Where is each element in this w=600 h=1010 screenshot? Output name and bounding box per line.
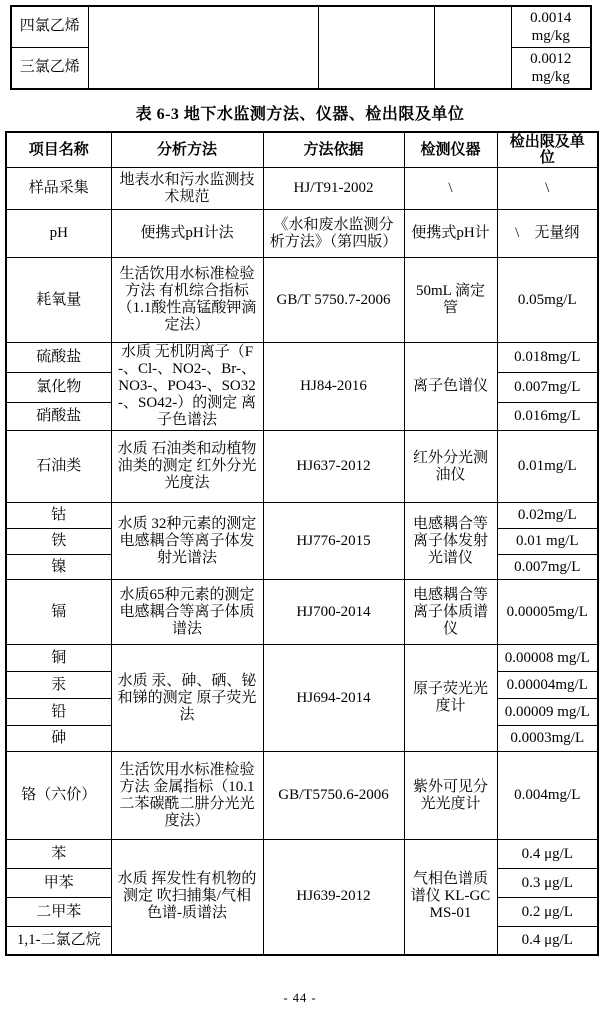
instrument-cell: 红外分光测油仪 [404,431,497,503]
item-cell: 甲苯 [6,869,111,898]
basis-cell: HJ700-2014 [263,580,404,645]
instrument-cell: 电感耦合等离子体质谱仪 [404,580,497,645]
prev-table [10,5,592,90]
basis-cell: GB/T 5750.7-2006 [263,258,404,343]
limit-cell: 0.007mg/L [497,372,598,403]
instrument-cell: \ [404,168,497,210]
instrument-cell [434,6,511,89]
method-cell: 水质65种元素的测定 电感耦合等离子体质谱法 [111,580,263,645]
limit-cell: 0.01 mg/L [497,529,598,555]
basis-cell: HJ84-2016 [263,343,404,431]
instrument-cell: 气相色谱质谱仪 KL-GCMS-01 [404,840,497,955]
limit-cell: 0.02mg/L [497,503,598,529]
table-row [6,503,598,529]
table-row [6,258,598,343]
table-row [6,752,598,840]
method-cell: 水质 汞、砷、硒、铋和锑的测定 原子荧光法 [111,645,263,752]
monitoring-table [5,131,599,956]
limit-cell: 0.018mg/L [497,343,598,373]
instrument-cell: 原子荧光光度计 [404,645,497,752]
instrument-cell: 50mL 滴定管 [404,258,497,343]
method-cell: 水质 32种元素的测定电感耦合等离子体发射光谱法 [111,503,263,580]
limit-cell: \ 无量纲 [497,210,598,258]
item-cell: 耗氧量 [6,258,111,343]
limit-cell: 0.007mg/L [497,555,598,580]
basis-cell: HJ639-2012 [263,840,404,955]
item-cell: 铜 [6,645,111,672]
column-header-method: 分析方法 [111,132,263,168]
table-title: 表 6-3 地下水监测方法、仪器、检出限及单位 [135,106,465,123]
instrument-cell: 便携式pH计 [404,210,497,258]
item-cell: 四氯乙烯 [11,6,88,47]
item-cell: 氯化物 [6,372,111,403]
basis-cell: GB/T5750.6-2006 [263,752,404,840]
item-cell: 砷 [6,726,111,752]
item-cell: 镍 [6,555,111,580]
limit-unit: mg/kg [531,68,570,85]
limit-cell: 0.3 μg/L [497,869,598,898]
table-row [6,840,598,869]
item-cell: 二甲苯 [6,898,111,927]
method-cell: 生活饮用水标准检验方法 金属指标（10.1 二苯碳酰二肼分光光度法） [111,752,263,840]
item-cell: 铅 [6,699,111,726]
basis-cell: HJ637-2012 [263,431,404,503]
item-cell: 石油类 [6,431,111,503]
basis-cell: HJ/T91-2002 [263,168,404,210]
item-cell: 钴 [6,503,111,529]
limit-cell [511,6,591,47]
limit-cell: 0.4 μg/L [497,927,598,955]
item-cell: 铁 [6,529,111,555]
basis-cell: HJ776-2015 [263,503,404,580]
instrument-cell: 紫外可见分光光度计 [404,752,497,840]
method-cell: 水质 无机阴离子（F-、Cl-、NO2-、Br-、NO3-、PO43-、SO32-、SO42-）的测定 离子色谱法 [111,343,263,431]
table-row [6,168,598,210]
item-cell: 样品采集 [6,168,111,210]
item-cell: 三氯乙烯 [11,47,88,89]
table-row [6,431,598,503]
method-cell: 水质 石油类和动植物油类的测定 红外分光光度法 [111,431,263,503]
table-row [6,580,598,645]
basis-cell: HJ694-2014 [263,645,404,752]
item-cell: 镉 [6,580,111,645]
item-cell: 1,1-二氯乙烷 [6,927,111,955]
column-header-basis: 方法依据 [263,132,404,168]
limit-unit: mg/kg [531,27,570,44]
item-cell: 硝酸盐 [6,403,111,431]
item-cell: pH [6,210,111,258]
limit-cell: 0.2 μg/L [497,898,598,927]
limit-cell: 0.4 μg/L [497,840,598,869]
limit-cell: 0.016mg/L [497,403,598,431]
method-cell: 便携式pH计法 [111,210,263,258]
limit-cell: \ [497,168,598,210]
limit-cell: 0.00009 mg/L [497,699,598,726]
column-header-item: 项目名称 [6,132,111,168]
item-cell: 硫酸盐 [6,343,111,373]
basis-cell: 《水和废水监测分析方法》（第四版） [263,210,404,258]
table-row [6,343,598,373]
limit-value: 0.0014 [530,9,572,26]
item-cell: 铬（六价） [6,752,111,840]
header-row [6,132,598,168]
method-cell: 水质 挥发性有机物的测定 吹扫捕集/气相色谱-质谱法 [111,840,263,955]
limit-value: 0.0012 [530,50,572,67]
method-cell: 生活饮用水标准检验方法 有机综合指标（1.1酸性高锰酸钾滴定法） [111,258,263,343]
limit-cell: 0.0003mg/L [497,726,598,752]
basis-cell [318,6,434,89]
limit-cell: 0.05mg/L [497,258,598,343]
limit-cell: 0.00008 mg/L [497,645,598,672]
limit-cell: 0.01mg/L [497,431,598,503]
page-number: - 44 - [283,991,317,1005]
limit-cell: 0.004mg/L [497,752,598,840]
table-row [11,6,591,47]
limit-cell: 0.00005mg/L [497,580,598,645]
item-cell: 苯 [6,840,111,869]
column-header-instrument: 检测仪器 [404,132,497,168]
method-cell [88,6,318,89]
instrument-cell: 离子色谱仪 [404,343,497,431]
table-row [6,210,598,258]
column-header-limit: 检出限及单位 [497,132,598,168]
table-row [6,645,598,672]
method-cell: 地表水和污水监测技术规范 [111,168,263,210]
limit-cell: 0.00004mg/L [497,672,598,699]
item-cell: 汞 [6,672,111,699]
instrument-cell: 电感耦合等离子体发射光谱仪 [404,503,497,580]
limit-cell [511,47,591,89]
